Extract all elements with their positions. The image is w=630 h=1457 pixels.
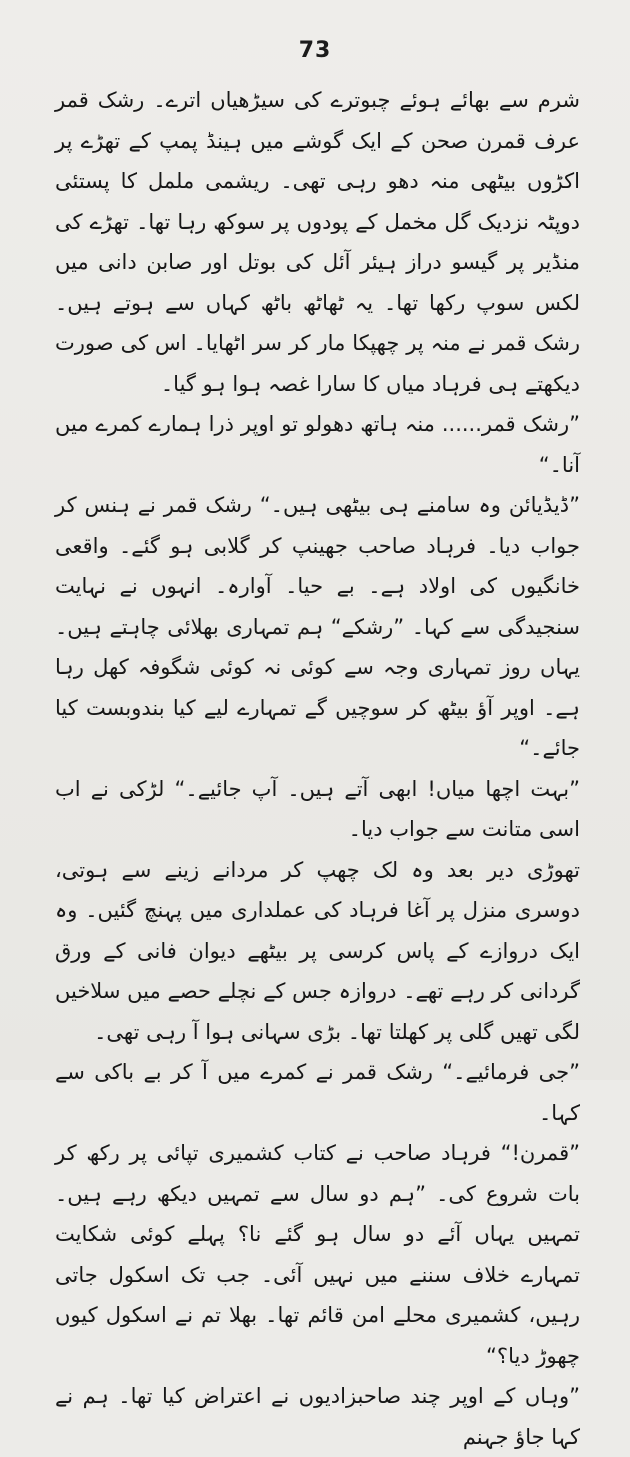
paragraph-4: ”بہت اچھا میاں! ابھی آتے ہیں۔ آپ جائیے۔“ لڑکی نے اب اسی متانت سے جواب دیا۔ (55, 776, 580, 841)
body-text (55, 80, 580, 1457)
paragraph-3: ”ڈیڈیائن وہ سامنے ہی بیٹھی ہیں۔“ رشک قمر نے ہنس کر جواب دیا۔ فرہاد صاحب جھینپ کر گلابی ہو گئے۔ واقعی خانگیوں کی اولاد ہے۔ بے حیا۔ آوارہ۔ انہوں نے نہایت سنجیدگی سے کہا۔ ”رشکے“ ہم تمہاری بھلائی چاہتے ہیں۔ یہاں روز تمہاری وجہ سے کوئی نہ کوئی شگوفہ کھل رہا ہے۔ اوپر آؤ بیٹھ کر سوچیں گے تمہارے لیے کیا بندوبست کیا جائے۔“ (55, 493, 580, 760)
paragraph-8: ”وہاں کے اوپر چند صاحبزادیوں نے اعتراض کیا تھا۔ ہم نے کہا جاؤ جہنم (55, 1384, 580, 1449)
page-number: 73 (298, 38, 332, 63)
paragraph-2: ”رشک قمر...... منہ ہاتھ دھولو تو اوپر ذرا ہمارے کمرے میں آنا۔“ (55, 412, 580, 477)
paragraph-6: ”جی فرمائیے۔“ رشک قمر نے کمرے میں آ کر بے باکی سے کہا۔ (55, 1060, 580, 1125)
paragraph-1: شرم سے بھائے ہوئے چبوترے کی سیڑھیاں اترے۔ رشک قمر عرف قمرن صحن کے ایک گوشے میں ہینڈ پمپ کے تھڑے پر اکڑوں بیٹھی منہ دھو رہی تھی۔ ریشمی ململ کا پستئی دوپٹہ نزدیک گل مخمل کے پودوں پر سوکھ رہا تھا۔ تھڑے کی منڈیر پر گیسو دراز ہیئر آئل کی بوتل اور صابن دانی میں لکس سوپ رکھا تھا۔ یہ ٹھاٹھ باٹھ کہاں سے ہوتے ہیں۔ رشک قمر نے منہ پر چھپکا مار کر سر اٹھایا۔ اس کی صورت دیکھتے ہی فرہاد میاں کا سارا غصہ ہوا ہو گیا۔ (55, 88, 580, 396)
paragraph-5: تھوڑی دیر بعد وہ لک چھپ کر مردانے زینے سے ہوتی، دوسری منزل پر آغا فرہاد کی عملداری میں پہنچ گئیں۔ وہ ایک دروازے کے پاس کرسی پر بیٹھے دیوان فانی کے ورق گردانی کر رہے تھے۔ دروازہ جس کے نچلے حصے میں سلاخیں لگی تھیں گلی پر کھلتا تھا۔ بڑی سہانی ہوا آ رہی تھی۔ (55, 857, 580, 1044)
paragraph-7: ”قمرن!“ فرہاد صاحب نے کتاب کشمیری تپائی پر رکھ کر بات شروع کی۔ ”ہم دو سال سے تمہیں دیکھ رہے ہیں۔ تمہیں یہاں آئے دو سال ہو گئے نا؟ پہلے کوئی شکایت تمہارے خلاف سننے میں نہیں آئی۔ جب تک اسکول جاتی رہیں، کشمیری محلے امن قائم تھا۔ بھلا تم نے اسکول کیوں چھوڑ دیا؟“ (55, 1141, 580, 1368)
